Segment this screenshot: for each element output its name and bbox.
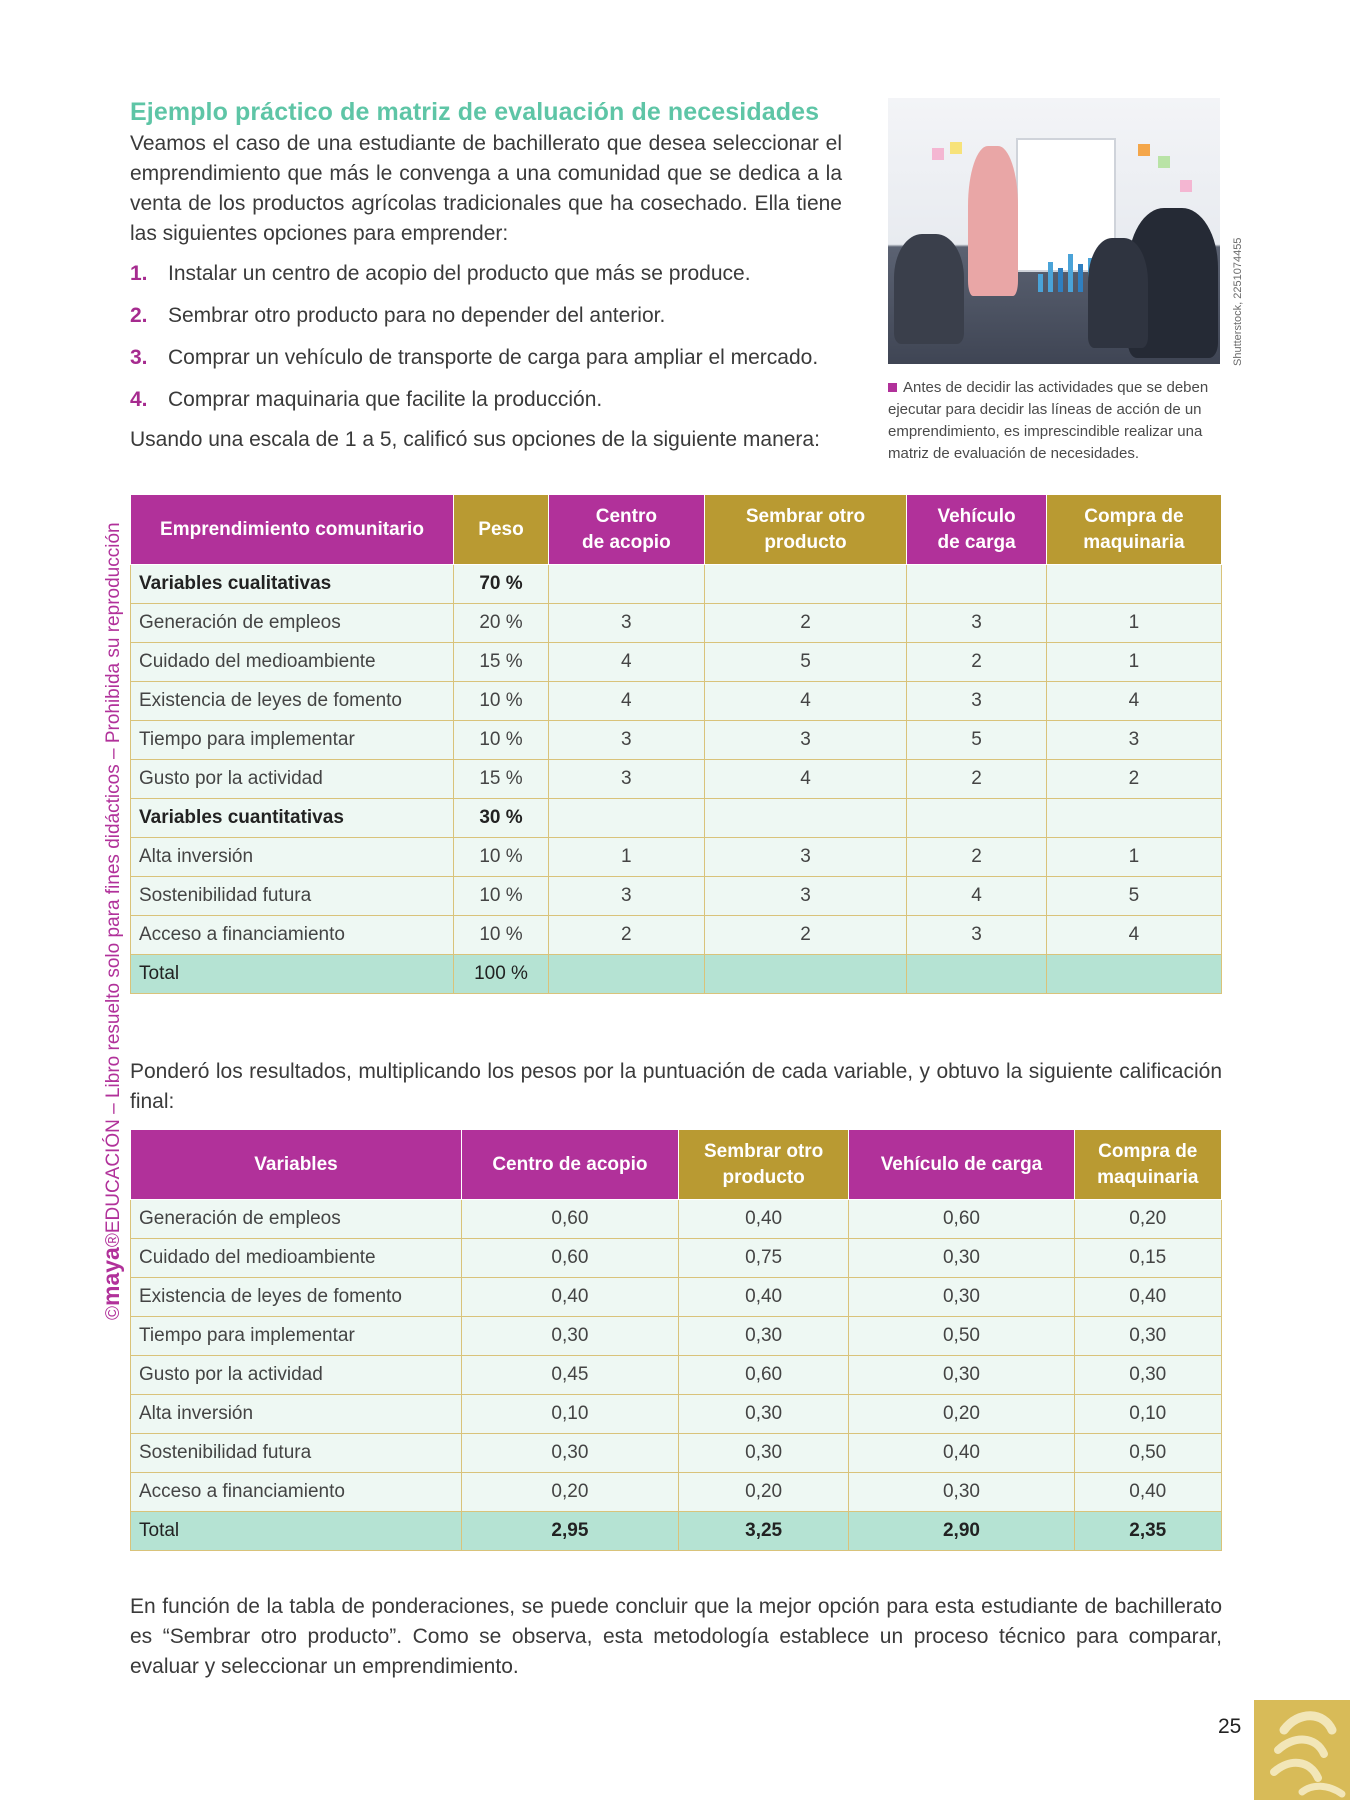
table-row: Tiempo para implementar 10 % 3 3 5 3 [131, 721, 1222, 760]
weighting-paragraph: Ponderó los resultados, multiplicando los pesos por la puntuación de cada variable, y obtuvo la siguiente calificación final: [130, 1060, 1222, 1113]
table-header: Vehículo de carga [907, 495, 1047, 565]
photo-caption: Antes de decidir las actividades que se deben ejecutar para decidir las líneas de acción de un emprendimiento, es imprescindible realizar una matriz de evaluación de necesidades. [888, 379, 1209, 462]
list-item: 1. Instalar un centro de acopio del producto que más se produce. [130, 262, 751, 285]
table-row: Existencia de leyes de fomento 10 % 4 4 3 4 [131, 682, 1222, 721]
table-row: Tiempo para implementar 0,30 0,30 0,50 0,30 [131, 1317, 1222, 1356]
table-header: Centro de acopio [462, 1130, 679, 1200]
table-header: Compra de maquinaria [1046, 495, 1221, 565]
table-row: Alta inversión 0,10 0,30 0,20 0,10 [131, 1395, 1222, 1434]
photo-credit: Shutterstock, 2251074455 [1232, 237, 1244, 366]
table-row: Acceso a financiamiento 0,20 0,20 0,30 0,40 [131, 1473, 1222, 1512]
list-item: 4. Comprar maquinaria que facilite la producción. [130, 388, 603, 411]
hand-logo-icon [1254, 1700, 1350, 1800]
table-row: Cuidado del medioambiente 0,60 0,75 0,30 0,15 [131, 1239, 1222, 1278]
table-row: Sostenibilidad futura 10 % 3 3 4 5 [131, 877, 1222, 916]
total-row: Total 100 % [131, 955, 1222, 994]
table-row: Alta inversión 10 % 1 3 2 1 [131, 838, 1222, 877]
copyright-side-note: ©maya®EDUCACIÓN – Libro resuelto solo para fines didácticos – Prohibida su reproducción [98, 522, 124, 1320]
section-title: Ejemplo práctico de matriz de evaluación de necesidades [130, 98, 820, 126]
scale-text: Usando una escala de 1 a 5, calificó sus opciones de la siguiente manera: [130, 428, 820, 451]
table-row: Sostenibilidad futura 0,30 0,30 0,40 0,50 [131, 1434, 1222, 1473]
table-header: Compra de maquinaria [1074, 1130, 1221, 1200]
conclusion-paragraph: En función de la tabla de ponderaciones, se puede concluir que la mejor opción para esta estudiante de bachillerato es “Sembrar otro producto”. Como se observa, esta metodología establece un proceso técnico para comparar, evaluar y seleccionar un emprendimiento. [130, 1595, 1222, 1678]
table-row: Generación de empleos 20 % 3 2 3 1 [131, 604, 1222, 643]
table-header: Peso [454, 495, 549, 565]
caption-square-icon [888, 383, 897, 392]
table-header: Vehículo de carga [849, 1130, 1074, 1200]
table-row: Acceso a financiamiento 10 % 2 2 3 4 [131, 916, 1222, 955]
table-header: Sembrar otro producto [704, 495, 907, 565]
table-row: Gusto por la actividad 15 % 3 4 2 2 [131, 760, 1222, 799]
table-row: Variables cualitativas 70 % [131, 565, 1222, 604]
table-row: Gusto por la actividad 0,45 0,60 0,30 0,30 [131, 1356, 1222, 1395]
options-list [130, 259, 842, 415]
intro-paragraph: Veamos el caso de una estudiante de bachillerato que desea seleccionar el emprendimiento que más le convenga a una comunidad que se dedica a la venta de los productos agrícolas tradicionales que ha cosechado. Ella tiene las siguientes opciones para emprender: [130, 132, 842, 245]
table-header: Sembrar otro producto [678, 1130, 849, 1200]
table-row: Generación de empleos 0,60 0,40 0,60 0,20 [131, 1200, 1222, 1239]
table-header: Variables [131, 1130, 462, 1200]
table-header: Centro de acopio [549, 495, 705, 565]
meeting-photo [888, 98, 1220, 364]
total-row: Total 2,95 3,25 2,90 2,35 [131, 1512, 1222, 1551]
page-number: 25 [1218, 1715, 1242, 1738]
list-item: 2. Sembrar otro producto para no depender del anterior. [130, 304, 666, 327]
weighted-results-table [130, 1129, 1222, 1551]
table-header: Emprendimiento comunitario [131, 495, 454, 565]
table-row: Variables cuantitativas 30 % [131, 799, 1222, 838]
evaluation-table [130, 494, 1222, 994]
list-item: 3. Comprar un vehículo de transporte de carga para ampliar el mercado. [130, 346, 819, 369]
table-row: Existencia de leyes de fomento 0,40 0,40 0,30 0,40 [131, 1278, 1222, 1317]
table-row: Cuidado del medioambiente 15 % 4 5 2 1 [131, 643, 1222, 682]
corner-decoration [1254, 1700, 1350, 1800]
